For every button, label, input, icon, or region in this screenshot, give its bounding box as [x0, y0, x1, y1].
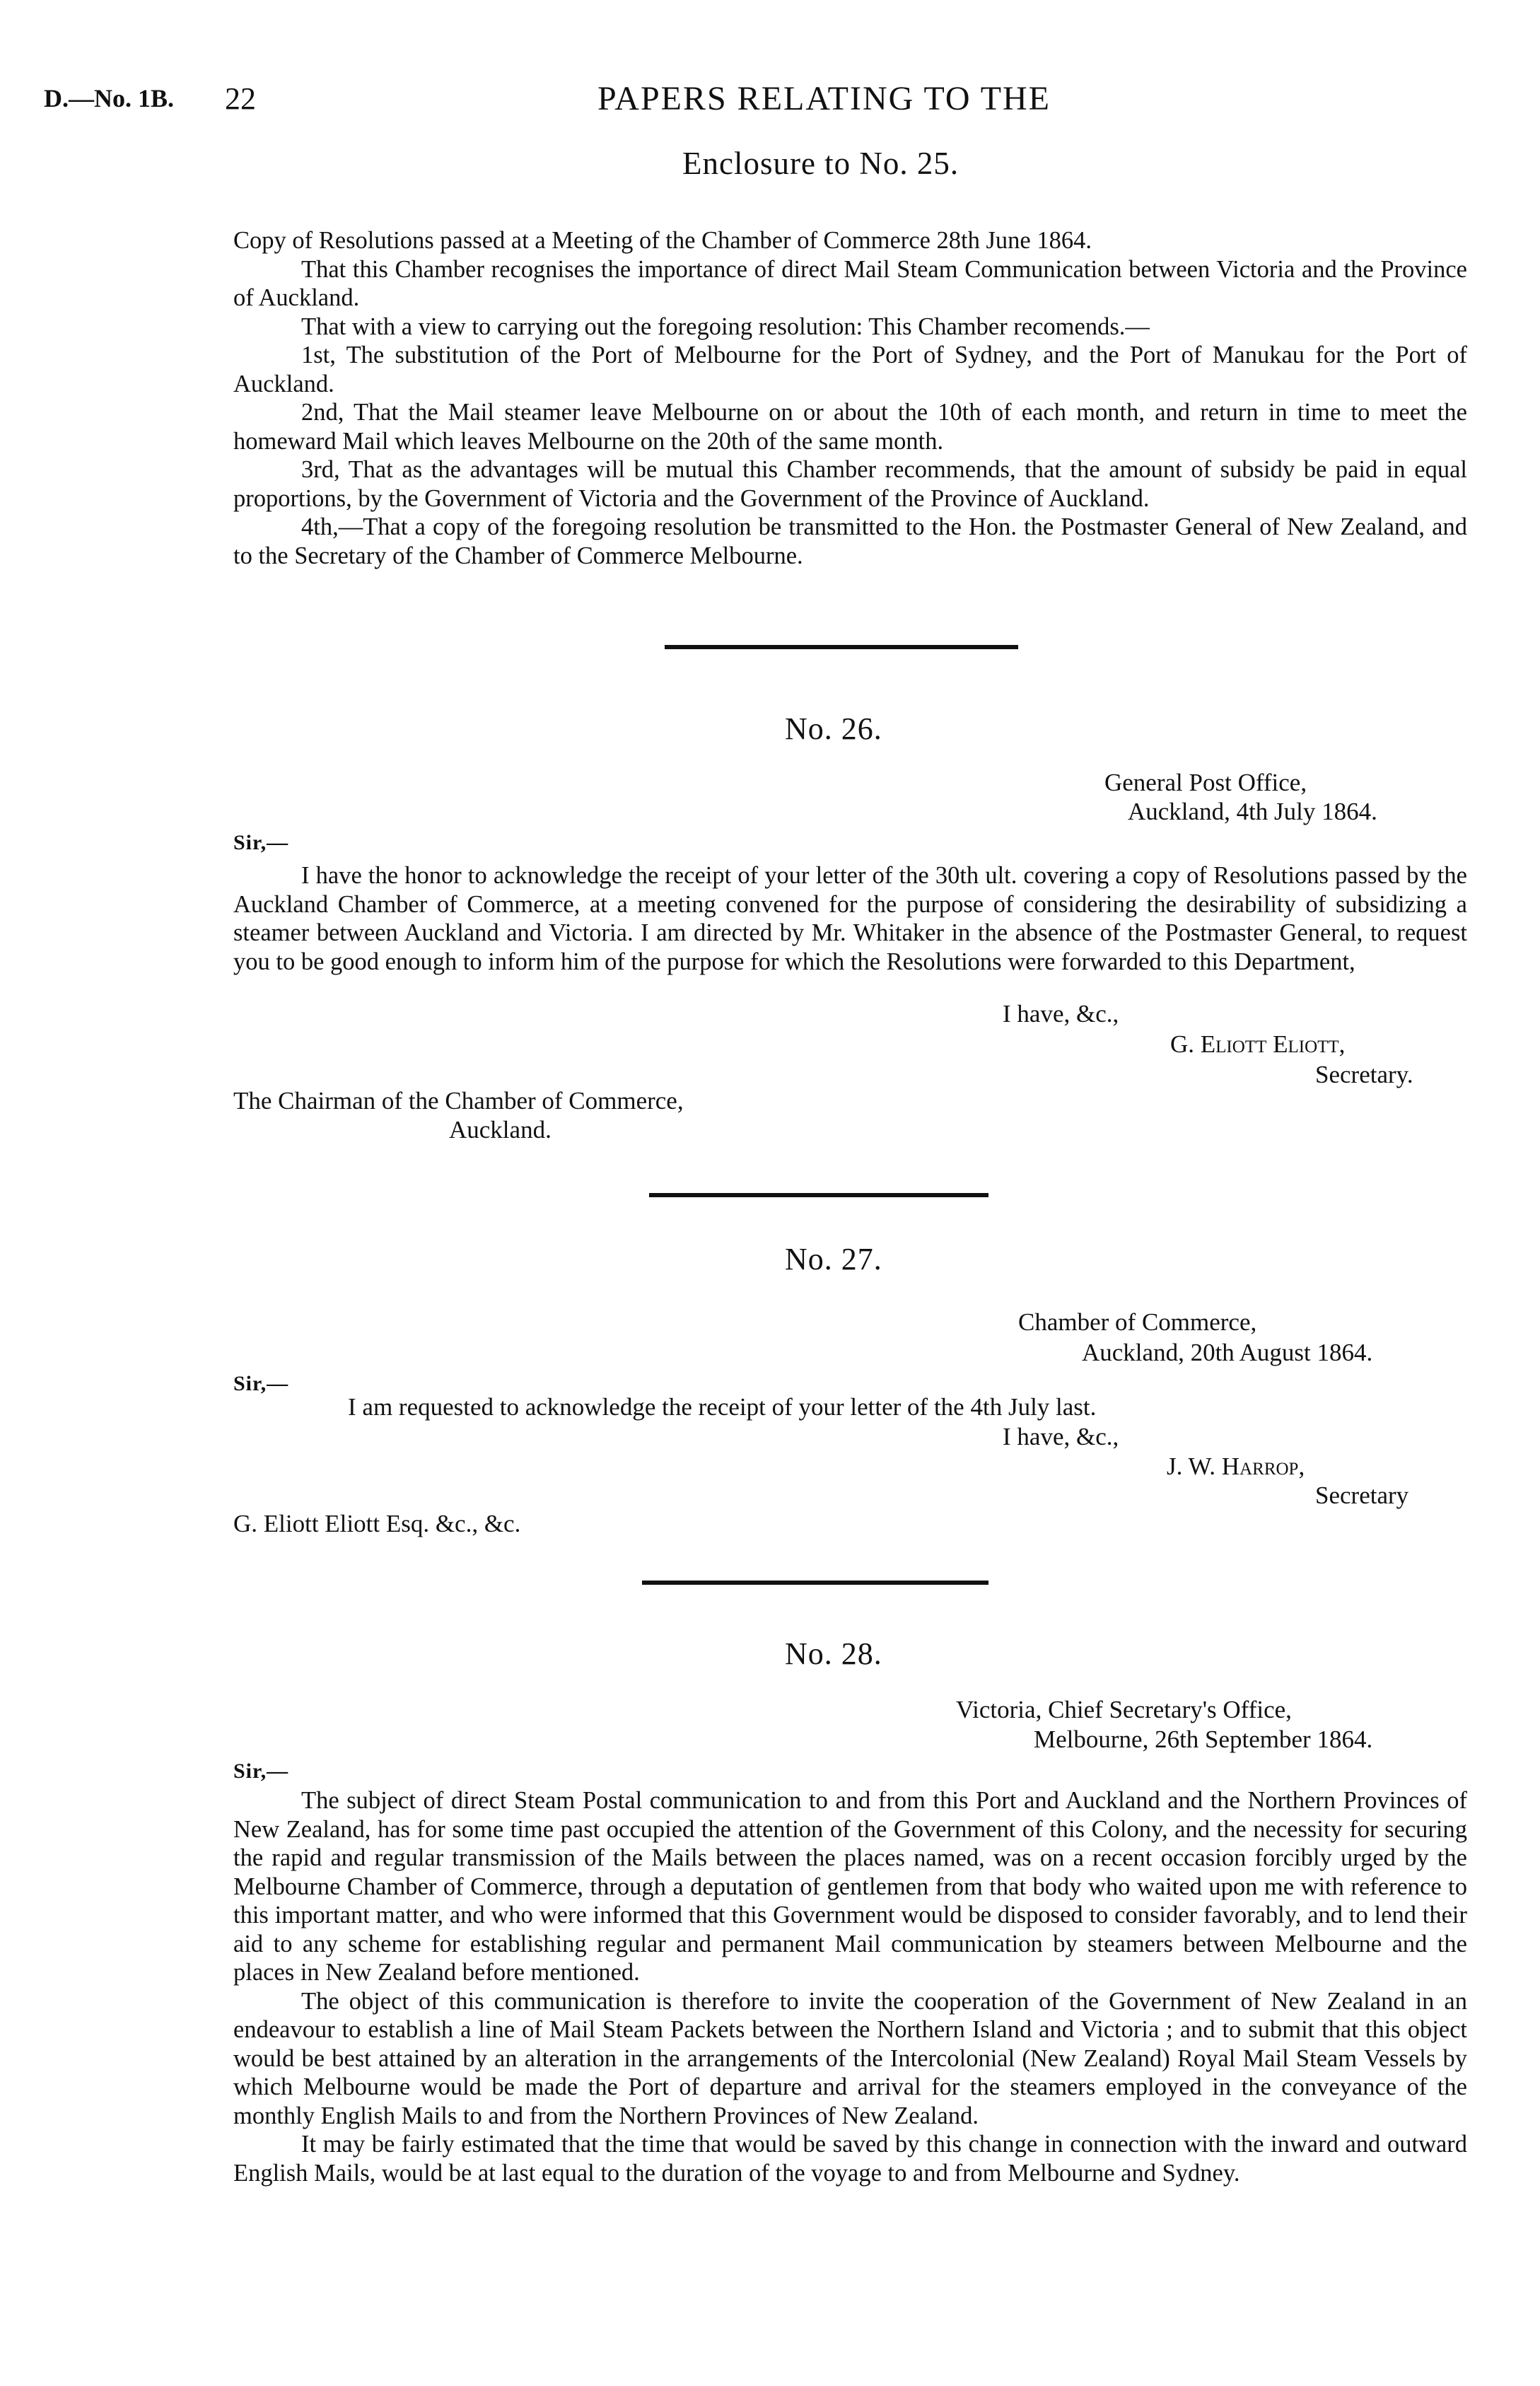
resolution-item-3rd: 3rd, That as the advantages will be mutual this Chamber recommends, that the amount of subsidy be paid in equal proportions, by the Government of Victoria and the Government of the Province of Auckland. — [233, 456, 1467, 512]
letter-address-line: Chamber of Commerce, — [1018, 1308, 1257, 1336]
letter-closing: I have, &c., — [1003, 1423, 1119, 1450]
letter-date-line: Auckland, 20th August 1864. — [1082, 1339, 1373, 1366]
signature-title: Secretary. — [1315, 1061, 1413, 1088]
enclosure-intro: Copy of Resolutions passed at a Meeting of the Chamber of Commerce 28th June 1864. — [233, 227, 1092, 254]
page-number: 22 — [225, 81, 256, 116]
enclosure-resolutions — [233, 226, 1467, 570]
letter-closing: I have, &c., — [1003, 1000, 1119, 1028]
letter-date-line: Auckland, 4th July 1864. — [1128, 798, 1377, 825]
letter-paragraph: I am requested to acknowledge the receipt of your letter of the 4th July last. — [348, 1393, 1097, 1421]
signature: J. W. Harrop, — [1167, 1453, 1305, 1480]
letter-address-line: Victoria, Chief Secretary's Office, — [956, 1696, 1292, 1723]
resolution-item-2nd: 2nd, That the Mail steamer leave Melbourne on or about the 10th of each month, and return in time to meet the homeward Mail which leaves Melbourne on the 20th of the same month. — [233, 399, 1467, 455]
running-title: PAPERS RELATING TO THE — [597, 80, 1051, 117]
signature: G. Eliott Eliott, — [1170, 1030, 1346, 1058]
letter-address-line: General Post Office, — [1104, 769, 1307, 796]
letter-paragraph: The object of this communication is therefore to invite the cooperation of the Government of New Zealand in an endeavour to establish a line of Mail Steam Packets between the Northern Island and Victoria ; and to submit that this object would be best attained by an alteration in the arrangements of the Intercolonial (New Zealand) Royal Mail Steam Vessels by which Melbourne would be made the Port of departure and arrival for the steamers employed in the conveyance of the monthly English Mails to and from the Northern Provinces of New Zealand. — [233, 1987, 1467, 2129]
resolution-paragraph: That this Chamber recognises the importance of direct Mail Steam Communication between Victoria and the Province of Auckland. — [233, 255, 1467, 311]
letter-body — [233, 1786, 1467, 2187]
letter-number: No. 26. — [785, 711, 882, 746]
signature-title: Secretary — [1315, 1482, 1409, 1509]
section-divider — [665, 645, 1018, 649]
letter-number: No. 28. — [785, 1636, 882, 1671]
letter-number: No. 27. — [785, 1242, 882, 1276]
letter-paragraph: I have the honor to acknowledge the receipt of your letter of the 30th ult. covering a copy of Resolutions passed by the Auckland Chamber of Commerce, at a meeting convened for the purpose of considering the desirability of subsidizing a steamer between Auckland and Victoria. I am directed by Mr. Whitaker in the absence of the Postmaster General, to request you to be good enough to inform him of the purpose for which the Resolutions were forwarded to this Department, — [233, 862, 1467, 975]
addressee-line: The Chairman of the Chamber of Commerce, — [233, 1087, 684, 1115]
resolution-item-4th: 4th,—That a copy of the foregoing resolution be transmitted to the Hon. the Postmaster General of New Zealand, and to the Secretary of the Chamber of Commerce Melbourne. — [233, 513, 1467, 569]
letter-paragraph: It may be fairly estimated that the time that would be saved by this change in connection with the inward and outward English Mails, would be at last equal to the duration of the voyage to and from Melbourne and Sydney. — [233, 2131, 1467, 2187]
addressee-line: G. Eliott Eliott Esq. &c., &c. — [233, 1510, 521, 1537]
salutation: Sir,— — [233, 1372, 289, 1395]
letter-paragraph: The subject of direct Steam Postal communication to and from this Port and Auckland and the Northern Provinces of New Zealand, has for some time past occupied the attention of the Government of this Colony, and the necessity for securing the rapid and regular transmission of the Mails between the places named, was on a recent occasion forcibly urged by the Melbourne Chamber of Commerce, through a deputation of gentlemen from that body who waited upon me with reference to this important matter, and who were informed that this Government would be disposed to consider favorably, and to lend their aid to any scheme for establishing regular and permanent Mail communication by steamers between Melbourne and the places in New Zealand before mentioned. — [233, 1787, 1467, 1986]
resolution-item-1st: 1st, The substitution of the Port of Melbourne for the Port of Sydney, and the Port of Manukau for the Port of Auckland. — [233, 342, 1467, 397]
addressee-line: Auckland. — [449, 1116, 552, 1143]
salutation: Sir,— — [233, 1759, 289, 1783]
section-divider — [649, 1193, 988, 1197]
section-divider — [642, 1581, 988, 1585]
salutation: Sir,— — [233, 831, 289, 854]
enclosure-title: Enclosure to No. 25. — [682, 146, 959, 181]
document-reference: D.—No. 1B. — [44, 84, 175, 112]
letter-body — [233, 861, 1467, 976]
letter-date-line: Melbourne, 26th September 1864. — [1034, 1726, 1373, 1753]
resolution-paragraph: That with a view to carrying out the foregoing resolution: This Chamber recomends.— — [301, 313, 1150, 340]
